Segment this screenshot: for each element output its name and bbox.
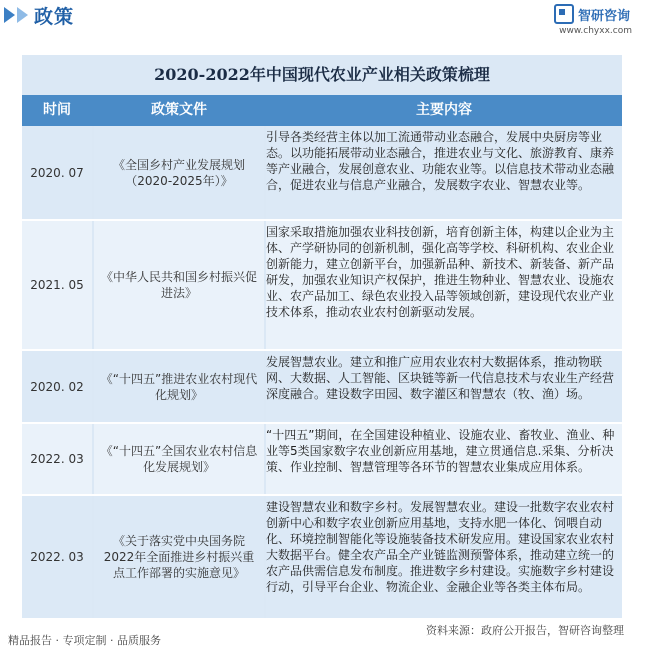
policy-table (22, 55, 622, 618)
table-title: 2020-2022年中国现代农业产业相关政策梳理 (154, 65, 490, 84)
table-row (22, 351, 622, 422)
row-date: 2020. 07 (22, 126, 92, 219)
column-header-date: 时间 (43, 102, 71, 118)
table-row (22, 126, 622, 219)
row-policy: 《全国乡村产业发展规划（2020-2025年）》 (94, 126, 264, 219)
row-policy: 《中华人民共和国乡村振兴促进法》 (94, 221, 264, 349)
table-header (22, 95, 622, 126)
row-date: 2021. 05 (22, 221, 92, 349)
logo-name: 智研咨询 (577, 8, 630, 24)
brand-logo (554, 4, 630, 24)
row-date: 2022. 03 (22, 496, 92, 618)
page-footer (0, 625, 648, 650)
logo-icon (554, 4, 574, 24)
row-date: 2020. 02 (22, 351, 92, 422)
row-content: 国家采取措施加强农业科技创新，培育创新主体，构建以企业为主体、产学研协同的创新机制，强化高等学校、科研机构、农业企业创新能力，建立创新平台，加强新品种、新技术、新装备、新产品研发，加强农业知识产权保护，推进生物种业、智慧农业、设施农业、农产品加工、绿色农业投入品等领域创新，建设现代农业产业技术体系，推动农业农村创新驱动发展。 (266, 221, 622, 349)
row-content: 引导各类经营主体以加工流通带动业态融合，发展中央厨房等业态。以功能拓展带动业态融合，推进农业与文化、旅游教育、康养等产业融合，发展创意农业、功能农业等。以信息技术带动业态融合，促进农业与信息产业融合，发展数字农业、智慧农业等。 (266, 126, 622, 219)
footer-source: 资料来源：政府公开报告，智研咨询整理 (426, 624, 624, 637)
page-header (0, 0, 648, 36)
row-content: “十四五”期间，在全国建设种植业、设施农业、畜牧业、渔业、种业等5类国家数字农业创新应用基地，建立贯通信息.采集、分析决策、作业控制、智慧管理等各环节的智慧农业集成应用体系。 (266, 424, 622, 494)
table-row (22, 496, 622, 618)
row-content: 建设智慧农业和数字乡村。发展智慧农业。建设一批数字农业农村创新中心和数字农业创新应用基地，支持水肥一体化、饲喂自动化、环境控制智能化等设施装备技术研发应用。建设国家农业农村大数据平台。健全农产品全产业链监测预警体系，推动建立统一的农产品供需信息发布制度。推进数字乡村建设。实施数字乡村建设行动，引导平台企业、物流企业、金融企业等各类主体布局。 (266, 496, 622, 618)
table-row (22, 424, 622, 494)
column-header-policy: 政策文件 (151, 102, 207, 118)
header-arrow-icon (17, 7, 28, 23)
row-content: 发展智慧农业。建立和推广应用农业农村大数据体系，推动物联网、大数据、人工智能、区块链等新一代信息技术与农业生产经营深度融合。建设数字田园、数字灌区和智慧农（牧、渔）场。 (266, 351, 622, 422)
row-policy: 《“十四五”全国农业农村信息化发展规划》 (94, 424, 264, 494)
header-arrow-icon (4, 7, 15, 23)
row-policy: 《“十四五”推进农业农村现代化规划》 (94, 351, 264, 422)
logo-url: www.chyxx.com (559, 26, 632, 36)
footer-slogan: 精品报告 · 专项定制 · 品质服务 (8, 634, 161, 647)
section-title: 政策 (34, 6, 75, 28)
table-row (22, 221, 622, 349)
row-policy: 《关于落实党中央国务院2022年全面推进乡村振兴重点工作部署的实施意见》 (94, 496, 264, 618)
row-date: 2022. 03 (22, 424, 92, 494)
column-header-content: 主要内容 (416, 102, 472, 118)
